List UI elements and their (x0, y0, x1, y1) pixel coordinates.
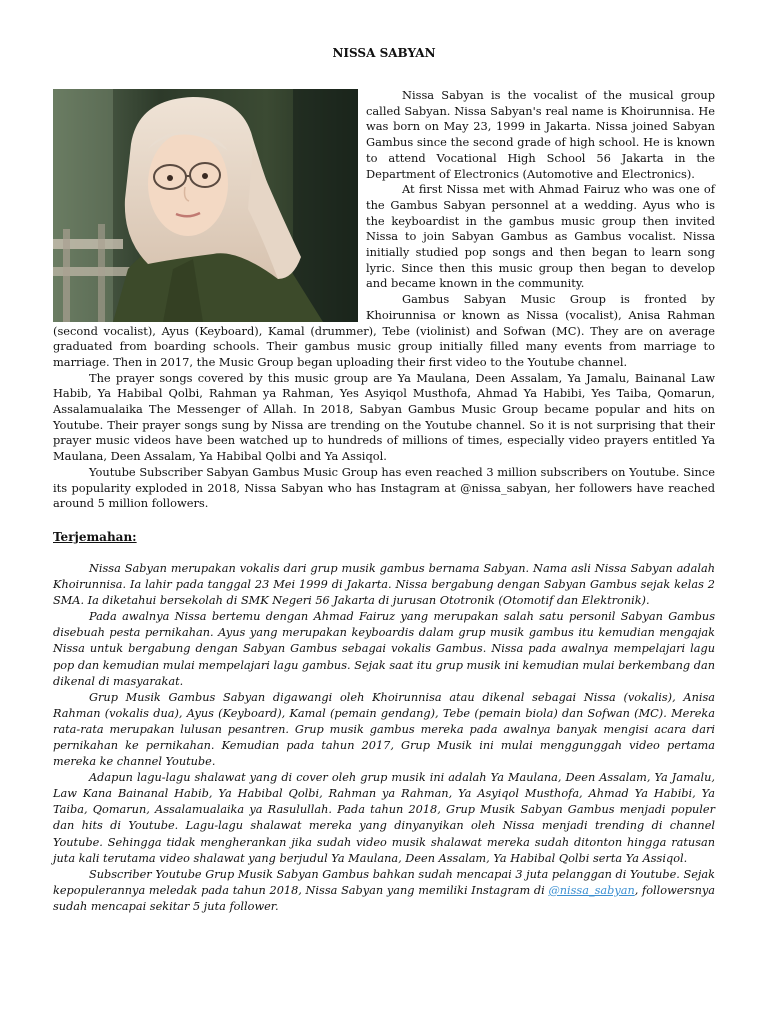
translation-paragraph-5 (53, 867, 715, 915)
english-paragraph-1: Nissa Sabyan is the vocalist of the musical group called Sabyan. Nissa Sabyan's real name is Khoirunnisa. He was born on May 23, 1999 in Jakarta. Nissa joined Sabyan Gambus since the second grade of high school. He is known to attend Vocational High School 56 Jakarta in the Department of Electronics (Automotive and Electronics). (366, 88, 715, 181)
document-page (53, 0, 715, 915)
english-paragraph-2: At first Nissa met with Ahmad Fairuz who was one of the Gambus Sabyan personnel at a wedding. Ayus who is the keyboardist in the gambus music group then invited Nissa to join Sabyan Gambus as Gambus vocalist. Nissa initially studied pop songs and then began to learn song lyric. Since then this music group then began to develop and became known in the community. (366, 182, 715, 291)
translation-paragraph-4: Adapun lagu-lagu shalawat yang di cover oleh grup musik ini adalah Ya Maulana, Deen Assalam, Ya Jamalu, Law Kana Bainanal Habib, Ya Habibal Qolbi, Rahman ya Rahman, Ya Asyiqol Musthofa, Ahmad Ya Habibi, Ya Taiba, Qomarun, Assalamualaika ya Rasulullah. Pada tahun 2018, Grup Musik Sabyan Gambus menjadi populer dan hits di Youtube. Lagu-lagu shalawat mereka yang dinyanyikan oleh Nissa menjadi trending di channel Youtube. Sehingga tidak mengherankan jika sudah video musik shalawat mereka sudah ditonton hingga ratusan juta kali terutama video shalawat yang berjudul Ya Maulana, Deen Assalam, Ya Habibal Qolbi serta Ya Assiqol. (53, 771, 715, 865)
translation-section (53, 561, 715, 915)
translation-paragraph-3: Grup Musik Gambus Sabyan digawangi oleh Khoirunnisa atau dikenal sebagai Nissa (vokalis), Anisa Rahman (vokalis dua), Ayus (Keyboard), Kamal (pemain gendang), Tebe (pemain biola) dan Sofwan (MC). Mereka rata-rata merupakan lulusan pesantren. Grup musik gambus mereka pada awalnya banyak mengisi acara dari pernikahan ke pernikahan. Kemudian pada tahun 2017, Grup Musik ini mulai menggunggah video pertama mereka ke channel Youtube. (53, 690, 715, 769)
translation-paragraph-2: Pada awalnya Nissa bertemu dengan Ahmad Fairuz yang merupakan salah satu personil Sabyan Gambus disebuah pesta pernikahan. Ayus yang merupakan keyboardis dalam grup musik gambus itu kemudian mengajak Nissa untuk bergabung dengan Sabyan Gambus sebagai vokalis Gambus. Nissa pada awalnya mempelajari lagu pop dan kemudian mulai mempelajari lagu gambus. Sejak saat itu grup musik ini kemudian mulai berkembang dan dikenal di masyarakat. (53, 610, 715, 688)
woman-in-hijab-with-glasses-icon (53, 89, 358, 322)
english-paragraph-4: The prayer songs covered by this music group are Ya Maulana, Deen Assalam, Ya Jamalu, Bainanal Law Habib, Ya Habibal Qolbi, Rahman ya Rahman, Yes Asyiqol Musthofa, Ahmad Ya Habibi, Yes Taiba, Qomarun, Assalamualaika The Messenger of Allah. In 2018, Sabyan Gambus Music Group became popular and hits on Youtube. Their prayer songs sung by Nissa are trending on the Youtube channel. So it is not surprising that their prayer music videos have been watched up to hundreds of millions of times, especially video prayers entitled Ya Maulana, Deen Assalam, Ya Habibal Qolbi and Ya Assiqol. (53, 370, 715, 464)
english-section (53, 88, 715, 512)
profile-photo (53, 89, 358, 322)
english-paragraph-3: Gambus Sabyan Music Group is fronted by Khoirunnisa or known as Nissa (vocalist), Anisa Rahman (second vocalist), Ayus (Keyboard), Kamal (drummer), Tebe (violinist) and Sofwan (MC). They are on average graduated from boarding schools. Their gambus music group initially filled many events from marriage to marriage. Then in 2017, the Music Group began uploading their first video to the Youtube channel. (53, 292, 715, 369)
english-paragraph-5: Youtube Subscriber Sabyan Gambus Music Group has even reached 3 million subscribers on Youtube. Since its popularity exploded in 2018, Nissa Sabyan who has Instagram at @nissa_sabyan, her followers have reached around 5 million followers. (53, 464, 715, 511)
document-title: NISSA SABYAN (332, 46, 436, 60)
translation-paragraph-5-start: Subscriber Youtube Grup Musik Sabyan Gambus bahkan sudah mencapai 3 juta pelanggan di Youtube. Sejak kepopulerannya meledak pada tahun 2018, Nissa Sabyan yang memiliki Instagram di (53, 867, 715, 897)
translation-heading: Terjemahan: (53, 529, 137, 544)
instagram-link[interactable]: @nissa_sabyan (548, 883, 635, 897)
translation-paragraph-1: Nissa Sabyan merupakan vokalis dari grup musik gambus bernama Sabyan. Nama asli Nissa Sabyan adalah Khoirunnisa. Ia lahir pada tanggal 23 Mei 1999 di Jakarta. Nissa bergabung dengan Sabyan Gambus sejak kelas 2 SMA. Ia diketahui bersekolah di SMK Negeri 56 Jakarta di jurusan Ototronik (Otomotif dan Elektronik). (53, 561, 715, 608)
translation-paragraph-5-end: , followersnya sudah mencapai sekitar 5 juta follower. (53, 883, 716, 913)
